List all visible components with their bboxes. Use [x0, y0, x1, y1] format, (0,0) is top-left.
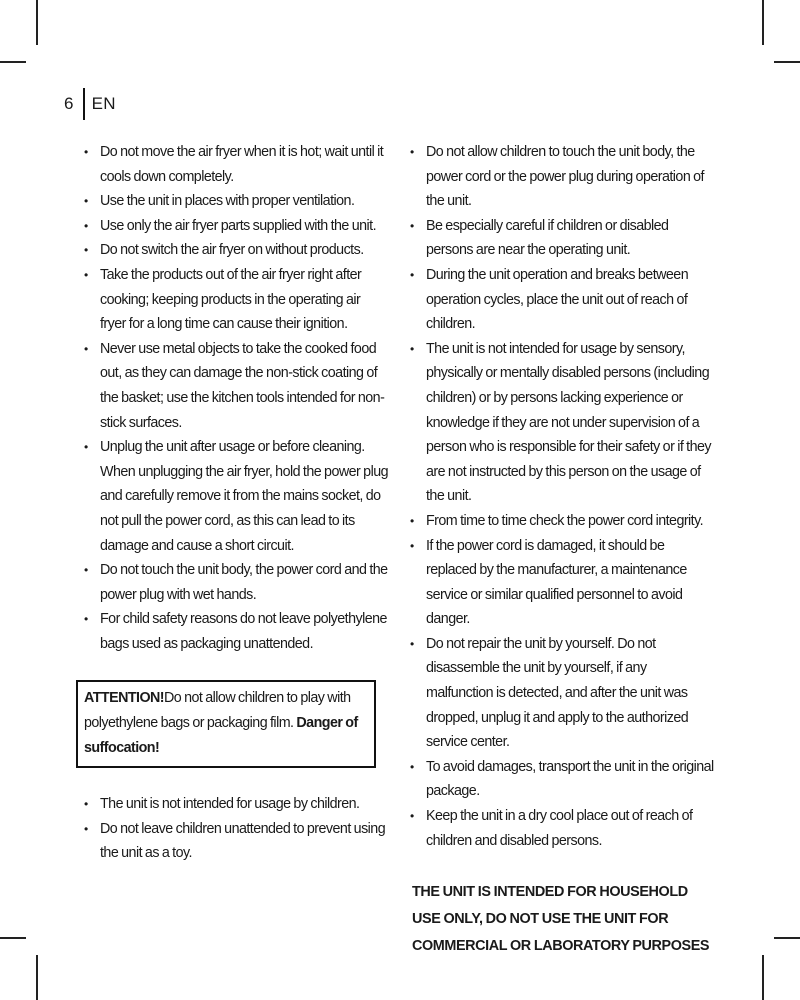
list-item: • During the unit operation and breaks between operation cycles, place the unit out of reach of children.	[410, 263, 716, 337]
language-code: EN	[91, 94, 116, 113]
household-use-notice: THE UNIT IS INTENDED FOR HOUSEHOLD USE ONLY, DO NOT USE THE UNIT FOR COMMERCIAL OR LABORATORY PURPOSES	[412, 884, 710, 955]
list-item: • For child safety reasons do not leave polyethylene bags used as packaging unattended.	[84, 607, 388, 656]
list-item: • The unit is not intended for usage by children.	[84, 792, 388, 817]
list-item: • To avoid damages, transport the unit in the original package.	[410, 755, 716, 804]
list-item: • Do not touch the unit body, the power cord and the power plug with wet hands.	[84, 558, 388, 607]
crop-mark-bottom-left-vertical	[36, 955, 38, 1000]
attention-box	[76, 680, 376, 768]
left-children-list	[84, 792, 388, 866]
attention-text: Do not allow children to play with polyethylene bags or packaging film.	[84, 690, 351, 732]
list-item: • Do not allow children to touch the unit body, the power cord or the power plug during operation of the unit.	[410, 140, 716, 214]
list-item: • Be especially careful if children or disabled persons are near the operating unit.	[410, 214, 716, 263]
list-item: • From time to time check the power cord integrity.	[410, 509, 716, 534]
crop-mark-top-left-vertical	[36, 0, 38, 45]
crop-mark-top-right-vertical	[762, 0, 764, 45]
left-column	[84, 140, 388, 866]
crop-mark-bottom-right-horizontal	[774, 937, 800, 939]
list-item: • Use the unit in places with proper ventilation.	[84, 189, 388, 214]
list-item: • Do not move the air fryer when it is hot; wait until it cools down completely.	[84, 140, 388, 189]
attention-emphasis: Danger of suffocation!	[84, 715, 358, 756]
list-item: • Do not leave children unattended to prevent using the unit as a toy.	[84, 817, 388, 866]
list-item: • Keep the unit in a dry cool place out of reach of children and disabled persons.	[410, 804, 716, 853]
right-column	[410, 140, 716, 960]
page-header	[64, 88, 116, 120]
crop-mark-top-left-horizontal	[0, 61, 26, 63]
list-item: • Unplug the unit after usage or before cleaning. When unplugging the air fryer, hold the power plug and carefully remove it from the mains socket, do not pull the power cord, as this can lead to its damage and cause a short circuit.	[84, 435, 388, 558]
crop-mark-bottom-right-vertical	[762, 955, 764, 1000]
right-safety-list	[410, 140, 716, 853]
list-item: • Do not switch the air fryer on without products.	[84, 238, 388, 263]
header-separator	[83, 88, 85, 120]
attention-label: ATTENTION!	[84, 690, 165, 707]
crop-mark-top-right-horizontal	[774, 61, 800, 63]
list-item: • Use only the air fryer parts supplied with the unit.	[84, 214, 388, 239]
page-number: 6	[64, 94, 74, 113]
list-item: • Do not repair the unit by yourself. Do not disassemble the unit by yourself, if any malfunction is detected, and after the unit was dropped, unplug it and apply to the authorized service center.	[410, 632, 716, 755]
left-safety-list	[84, 140, 388, 656]
list-item: • Take the products out of the air fryer right after cooking; keeping products in the operating air fryer for a long time can cause their ignition.	[84, 263, 388, 337]
list-item: • Never use metal objects to take the cooked food out, as they can damage the non-stick coating of the basket; use the kitchen tools intended for non-stick surfaces.	[84, 337, 388, 435]
list-item: • The unit is not intended for usage by sensory, physically or mentally disabled persons (including children) or by persons lacking experience or knowledge if they are not under supervision of a person who is responsible for their safety or if they are not instructed by this person on the usage of the unit.	[410, 337, 716, 509]
crop-mark-bottom-left-horizontal	[0, 937, 26, 939]
list-item: • If the power cord is damaged, it should be replaced by the manufacturer, a maintenance service or similar qualified personnel to avoid danger.	[410, 534, 716, 632]
